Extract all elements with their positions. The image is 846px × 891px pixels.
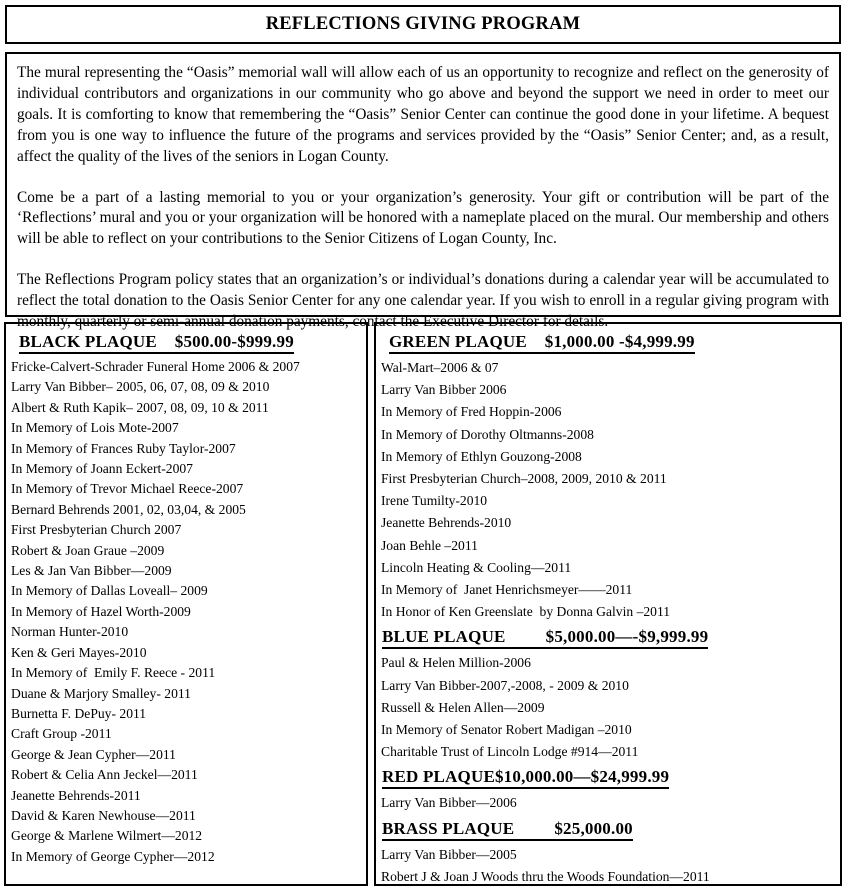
donor-entry: Lincoln Heating & Cooling—2011: [381, 559, 572, 575]
plaque-section-header: [6, 328, 366, 357]
donor-entry: Les & Jan Van Bibber—2009: [11, 563, 172, 579]
intro-paragraph: Come be a part of a lasting memorial to you or your organization’s generosity. Your gift or contribution will be part of the ‘Reflections’ mural and you or your organization will be honored with a nameplate placed on the mural. Our membership and others will be able to reflect on your contributions to the Senior Citizens of Logan County, Inc.: [17, 188, 829, 248]
plaque-section-header: [376, 815, 840, 844]
plaque-section-title: RED PLAQUE$10,000.00—$24,999.99: [382, 767, 669, 789]
donor-entry: First Presbyterian Church 2007: [11, 522, 182, 538]
donor-entry: George & Jean Cypher—2011: [11, 746, 176, 762]
donor-entry: In Memory of George Cypher—2012: [11, 848, 215, 864]
plaque-panel-right: [374, 322, 842, 886]
plaque-section-title: BLUE PLAQUE $5,000.00—-$9,999.99: [382, 627, 708, 649]
donor-entry: Robert & Celia Ann Jeckel—2011: [11, 767, 198, 783]
donor-entry: In Memory of Trevor Michael Reece-2007: [11, 481, 244, 497]
donor-entry: Burnetta F. DePuy- 2011: [11, 705, 147, 721]
donor-entry: David & Karen Newhouse—2011: [11, 807, 196, 823]
donor-entry: Jeanette Behrends-2010: [381, 515, 512, 531]
donor-entry: In Memory of Joann Eckert-2007: [11, 461, 193, 477]
plaque-section-header: [376, 328, 840, 357]
donor-entry: In Memory of Fred Hoppin-2006: [381, 404, 562, 420]
donor-entry: Ken & Geri Mayes-2010: [11, 644, 147, 660]
donor-entry: Paul & Helen Million-2006: [381, 655, 531, 671]
donor-entry: Larry Van Bibber-2007,-2008, - 2009 & 2010: [381, 677, 629, 693]
donor-entry: Norman Hunter-2010: [11, 624, 129, 640]
donor-entry: In Memory of Senator Robert Madigan –2010: [381, 722, 632, 738]
plaque-section-header: [376, 623, 840, 652]
donor-entry: Fricke-Calvert-Schrader Funeral Home 2006 & 2007: [11, 359, 300, 374]
plaque-panel-left: [4, 322, 368, 886]
donor-entry: Larry Van Bibber– 2005, 06, 07, 08, 09 & 2010: [11, 379, 270, 395]
donor-entry: In Memory of Ethlyn Gouzong-2008: [381, 448, 582, 464]
title-banner: [5, 5, 841, 44]
donor-entry: In Honor of Ken Greenslate by Donna Galvin –2011: [381, 604, 671, 620]
donor-entry: In Memory of Hazel Worth-2009: [11, 603, 191, 619]
donor-entry: In Memory of Dorothy Oltmanns-2008: [381, 426, 594, 442]
donor-entry: Russell & Helen Allen—2009: [381, 699, 545, 715]
plaque-section-header: [376, 763, 840, 792]
plaque-section-title: BLACK PLAQUE $500.00-$999.99: [19, 332, 294, 354]
donor-entry: Larry Van Bibber 2006: [381, 382, 507, 398]
intro-paragraph: The mural representing the “Oasis” memorial wall will allow each of us an opportunity to recognize and reflect on the generosity of individual contributors and organizations in our community who go above and beyond the support we need in order to meet our goals. It is comforting to know that remembering the “Oasis” Senior Center can continue the good done in your lifetime. A bequest from you is one way to influence the future of the programs and services provided by the “Oasis” Senior Center; and, as a result, affect the quality of the lives of the seniors in Logan County.: [17, 64, 829, 165]
donor-entry: Jeanette Behrends-2011: [11, 787, 141, 803]
donor-entry: First Presbyterian Church–2008, 2009, 2010 & 2011: [381, 471, 667, 487]
donor-entry: In Memory of Frances Ruby Taylor-2007: [11, 440, 236, 456]
donor-entry: Charitable Trust of Lincoln Lodge #914—2011: [381, 744, 639, 760]
donor-entry: Robert & Joan Graue –2009: [11, 542, 165, 558]
donor-entry: George & Marlene Wilmert—2012: [11, 828, 203, 844]
plaque-section-title: BRASS PLAQUE $25,000.00: [382, 819, 633, 841]
donor-entry: In Memory of Lois Mote-2007: [11, 420, 179, 436]
plaque-section-title: GREEN PLAQUE $1,000.00 -$4,999.99: [389, 332, 695, 354]
intro-text-panel: [5, 52, 841, 331]
donor-entry: In Memory of Dallas Loveall– 2009: [11, 583, 208, 599]
donor-entry: In Memory of Emily F. Reece - 2011: [11, 665, 216, 681]
page-title: REFLECTIONS GIVING PROGRAM: [265, 14, 581, 34]
donor-entry: Irene Tumilty-2010: [381, 493, 488, 509]
donor-entry: Joan Behle –2011: [381, 537, 478, 553]
donor-entry: Craft Group -2011: [11, 726, 112, 742]
donor-entry: In Memory of Janet Henrichsmeyer——2011: [381, 582, 633, 598]
donor-entry: Larry Van Bibber—2005: [381, 846, 517, 862]
donor-entry: Robert J & Joan J Woods thru the Woods Foundation—2011: [381, 868, 710, 884]
intro-paragraph: The Reflections Program policy states that an organization’s or individual’s donations during a calendar year will be accumulated to reflect the total donation to the Oasis Senior Center for any one calendar year. If you wish to enroll in a regular giving program with monthly, quarterly or semi-annual donation payments, contact the Executive Director for details.: [17, 271, 829, 331]
donor-entry: Bernard Behrends 2001, 02, 03,04, & 2005: [11, 501, 246, 517]
donor-entry: Wal-Mart–2006 & 07: [381, 360, 499, 375]
donor-entry: Albert & Ruth Kapik– 2007, 08, 09, 10 & 2011: [11, 399, 269, 415]
donor-entry: Larry Van Bibber—2006: [381, 795, 517, 811]
donor-entry: Duane & Marjory Smalley- 2011: [11, 685, 191, 701]
